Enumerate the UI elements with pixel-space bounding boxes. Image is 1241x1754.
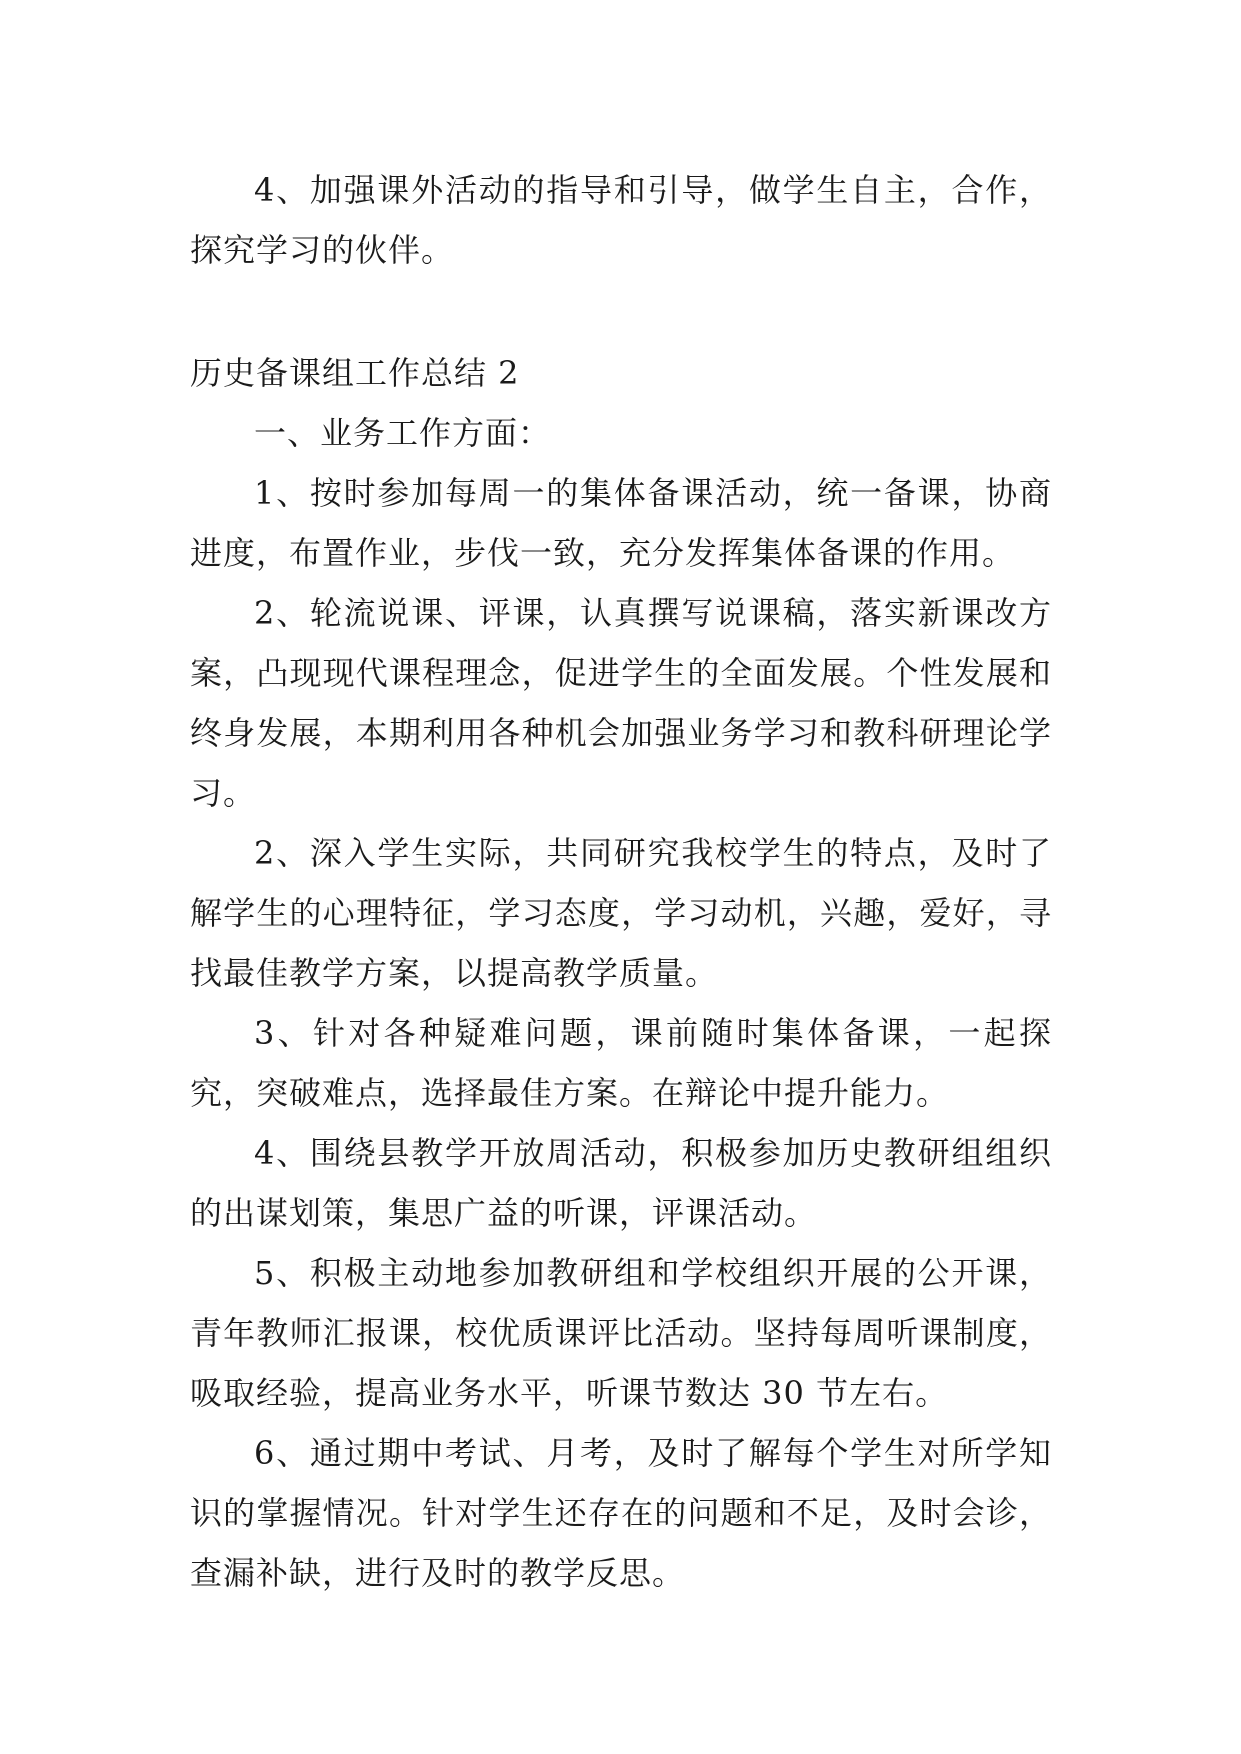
section-title: 历史备课组工作总结 2	[190, 354, 520, 392]
paragraph-7: 6、通过期中考试、月考，及时了解每个学生对所学知识的掌握情况。针对学生还存在的问题和不足，及时会诊，查漏补缺，进行及时的教学反思。	[190, 1434, 1052, 1592]
paragraph-4: 3、针对各种疑难问题，课前随时集体备课，一起探究，突破难点，选择最佳方案。在辩论中提升能力。	[190, 1014, 1052, 1112]
paragraph-6: 5、积极主动地参加教研组和学校组织开展的公开课，青年教师汇报课，校优质课评比活动。坚持每周听课制度，吸取经验，提高业务水平，听课节数达 30 节左右。	[190, 1254, 1052, 1412]
paragraph-1: 1、按时参加每周一的集体备课活动，统一备课，协商进度，布置作业，步伐一致，充分发挥集体备课的作用。	[190, 474, 1052, 572]
intro-paragraph: 4、加强课外活动的指导和引导，做学生自主，合作，探究学习的伙伴。	[190, 171, 1052, 269]
subsection-heading: 一、业务工作方面：	[254, 414, 552, 452]
paragraph-3: 2、深入学生实际，共同研究我校学生的特点，及时了解学生的心理特征，学习态度，学习动机，兴趣，爱好，寻找最佳教学方案，以提高教学质量。	[190, 834, 1052, 992]
paragraph-gap	[190, 280, 1052, 343]
paragraph-2: 2、轮流说课、评课，认真撰写说课稿，落实新课改方案，凸现现代课程理念，促进学生的全面发展。个性发展和终身发展，本期利用各种机会加强业务学习和教科研理论学习。	[190, 594, 1052, 812]
paragraph-5: 4、围绕县教学开放周活动，积极参加历史教研组组织的出谋划策，集思广益的听课，评课活动。	[190, 1134, 1052, 1232]
document-body	[190, 160, 1052, 1603]
